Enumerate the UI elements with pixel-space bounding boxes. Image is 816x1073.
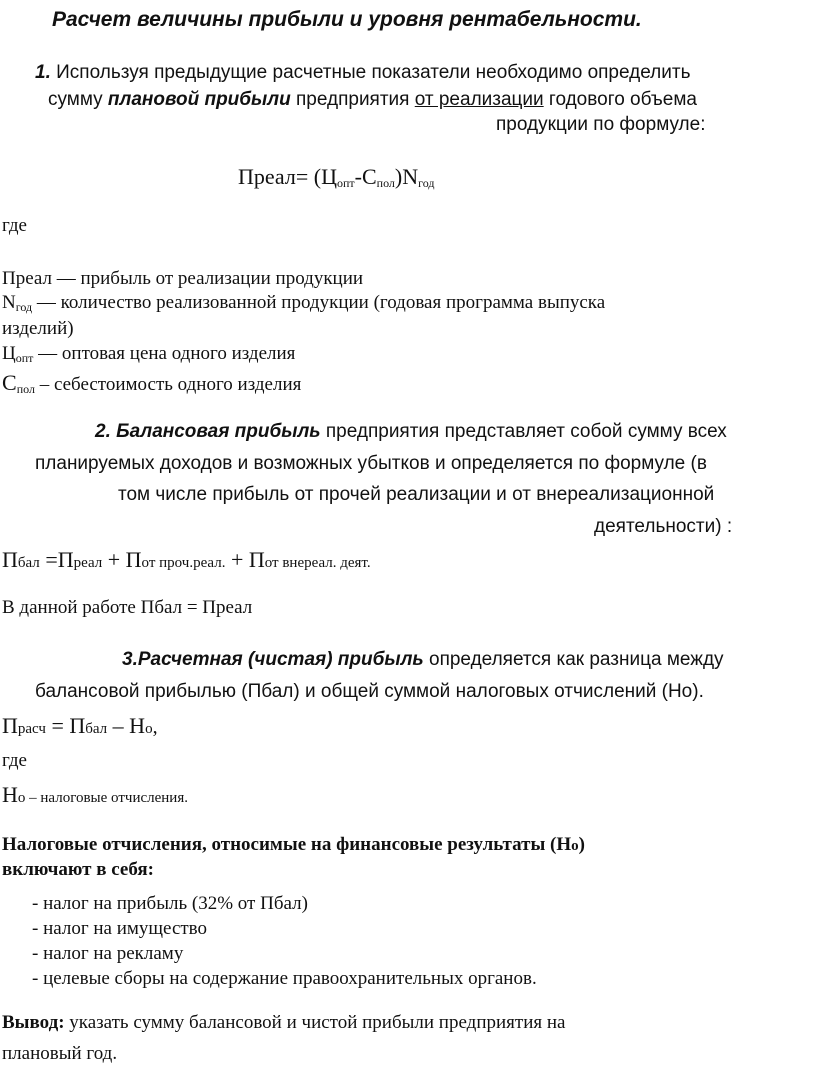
- conclusion-line-2: плановый год.: [2, 1043, 118, 1064]
- d2-b: год: [15, 300, 33, 314]
- d2-a: N: [2, 292, 16, 313]
- formula-balance-profit: [2, 547, 371, 573]
- f3-p3: – Н: [107, 713, 146, 738]
- f2-s3: от проч.реал.: [141, 555, 226, 571]
- section-1-text-2c: предприятия: [290, 89, 415, 110]
- f2-p3: + П: [102, 547, 142, 572]
- f3-s3: о: [145, 721, 153, 737]
- ho-b: о: [17, 790, 26, 806]
- definition-4: [2, 370, 301, 397]
- page-title: Расчет величины прибыли и уровня рентабельности.: [52, 8, 642, 31]
- net-profit-term: 3.Расчетная (чистая) прибыль: [122, 649, 424, 670]
- f2-p4: + П: [225, 547, 265, 572]
- tax-item: - целевые сборы на содержание правоохранительных органов.: [32, 968, 537, 989]
- tax-heading-line-1: [2, 834, 585, 856]
- f3-p4: ,: [152, 716, 158, 738]
- section-2-line-1: [95, 421, 727, 443]
- f2-s1: бал: [17, 555, 40, 571]
- s2-l1: предприятия представляет собой сумму всех: [320, 421, 727, 442]
- d4-b: пол: [16, 382, 35, 396]
- section-2-line-3: том числе прибыль от прочей реализации и от внереализационной: [118, 484, 715, 505]
- f2-s4: от внереал. деят.: [264, 555, 371, 571]
- f2-p1: П: [2, 547, 18, 572]
- section-1-text-1: Используя предыдущие расчетные показатели необходимо определить: [56, 62, 691, 83]
- definition-1: Преал — прибыль от реализации продукции: [2, 268, 364, 289]
- tax-item: - налог на имущество: [32, 918, 208, 939]
- note-balance-equals-sales: В данной работе Пбал = Преал: [2, 597, 253, 618]
- where-label-1: где: [2, 215, 27, 236]
- section-3-line-1: [122, 649, 724, 671]
- planned-profit-term: плановой прибыли: [107, 89, 291, 110]
- formula-sales-profit: [238, 164, 435, 191]
- section-2-line-4: деятельности) :: [594, 516, 733, 537]
- tax-h1: Налоговые отчисления, относимые на финансовые результаты (Н: [2, 834, 572, 855]
- d4-a: С: [2, 370, 17, 395]
- section-1-text-2a: сумму: [48, 89, 108, 110]
- tax-h1-sub: о: [571, 838, 579, 854]
- f3-p1: П: [2, 713, 18, 738]
- tax-h1-end: ): [578, 834, 585, 855]
- conclusion-text-1: указать сумму балансовой и чистой прибыли предприятия на: [64, 1012, 566, 1033]
- tax-heading-line-2: включают в себя:: [2, 859, 154, 880]
- f1-c: -С: [354, 164, 377, 189]
- definition-2-cont: изделий): [2, 318, 74, 339]
- from-sales-term: от реализации: [414, 89, 544, 110]
- f3-p2: = П: [45, 713, 86, 738]
- f1-a: Преал= (Ц: [238, 164, 337, 189]
- section-3-line-2: балансовой прибылью (Пбал) и общей суммой налоговых отчислений (Но).: [35, 681, 704, 702]
- conclusion-label: Вывод:: [2, 1012, 65, 1033]
- f3-s1: расч: [17, 721, 46, 737]
- f1-d: пол: [376, 176, 395, 190]
- definition-2: [2, 292, 605, 315]
- definition-3: [2, 343, 295, 366]
- s3-l1: определяется как разница между: [423, 649, 724, 670]
- formula-net-profit: [2, 713, 158, 739]
- tax-item: - налог на прибыль (32% от Пбал): [32, 893, 308, 914]
- section-1-line-1: [35, 62, 690, 84]
- where-label-2: где: [2, 750, 27, 771]
- f1-e: )N: [394, 164, 419, 189]
- d3-a: Ц: [2, 343, 16, 364]
- f2-p2: =П: [39, 547, 74, 572]
- ho-a: Н: [2, 782, 18, 807]
- f1-f: год: [418, 176, 435, 190]
- f1-b: опт: [336, 176, 355, 190]
- tax-item: - налог на рекламу: [32, 943, 184, 964]
- d2-c: — количество реализованной продукции (годовая программа выпуска: [32, 292, 606, 313]
- d4-c: – себестоимость одного изделия: [34, 374, 302, 395]
- section-2-line-2: планируемых доходов и возможных убытков и определяется по формуле (в: [35, 453, 707, 474]
- section-1-line-3: продукции по формуле:: [496, 114, 706, 135]
- section-1-line-2: [48, 89, 697, 111]
- section-1-text-2e: годового объема: [543, 89, 697, 110]
- section-1-number: 1.: [35, 62, 51, 83]
- conclusion-line-1: [2, 1012, 565, 1034]
- tax-deductions-definition: [2, 782, 188, 808]
- d3-b: опт: [15, 351, 34, 365]
- f2-s2: реал: [73, 555, 103, 571]
- balance-profit-term: 2. Балансовая прибыль: [95, 421, 321, 442]
- f3-s2: бал: [85, 721, 108, 737]
- ho-c: – налоговые отчисления.: [25, 790, 188, 806]
- d3-c: — оптовая цена одного изделия: [33, 343, 296, 364]
